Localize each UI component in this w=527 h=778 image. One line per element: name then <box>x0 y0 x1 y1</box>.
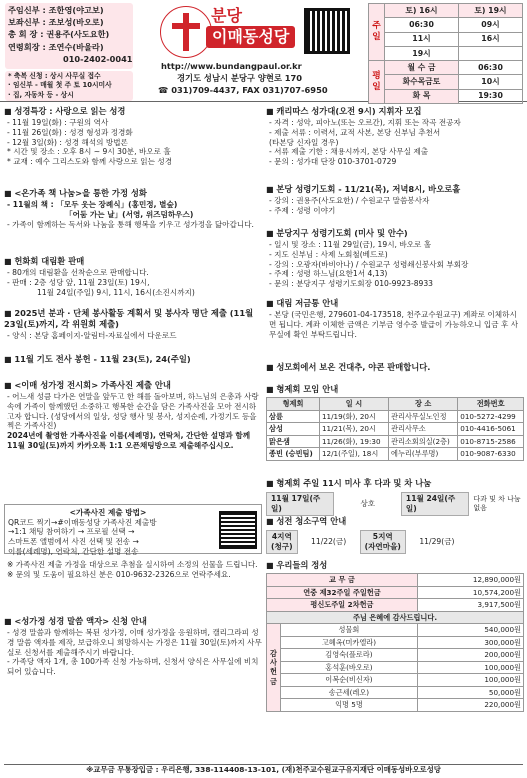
line: - 지도 신부님 : 사제 노회철(베드로) <box>269 249 388 259</box>
line: - 가족당 액자 1개, 총 100가족 신청 가능하며, 신청서 양식은 사무실에 비치되어 있습니다. <box>7 657 259 677</box>
photo-submit-box <box>4 504 262 554</box>
advent-wreath-sale <box>4 256 262 297</box>
section-heading: ■ 본당 성령기도회 - 11/21(목), 저녁8시, 바오로홀 <box>266 184 524 195</box>
section-heading: ■ 대림 저금통 안내 <box>266 298 524 309</box>
clean-date: 11/29(금) <box>419 537 455 547</box>
blessing-note <box>5 71 133 101</box>
church-title: 이매동성당 <box>206 26 295 48</box>
area: 4지역 <box>271 532 292 542</box>
mass-side: 주일 <box>369 4 385 61</box>
district-prayer <box>266 228 524 289</box>
line: - 판매 : 2층 성당 앞, 11월 23일(토) 19시, <box>7 277 150 287</box>
section-heading: ■ <성가정 성경 말씀 액자> 신청 안내 <box>4 616 262 627</box>
table-row: 삼성 11/21(목), 20시 관리사무소 010-4416-5061 <box>267 423 524 436</box>
mass-cell: 19시 <box>385 46 459 60</box>
section-heading: ■ 헌화회 대림환 판매 <box>4 256 262 267</box>
table-row: 교 무 금 12,890,000원 <box>267 574 524 587</box>
website-link[interactable]: http://www.bundangpaul.or.kr <box>161 61 302 71</box>
line: - 어느새 성큼 다가온 연말을 앞두고 한 해를 돌아보며, 하느님의 은총과 사랑 속에 가족이 함께했던 소중하고 행복한 순간을 담은 가족사진을 모아 전시하고자 합니다. (성당에서의 일상, 성당 행사 및 봉사, 성지순례, 가정기도 등을 찍은 가족사진) <box>7 392 259 431</box>
line: * 교재 : 예수 그리스도와 함께 사랑으로 읽는 성경 <box>7 157 173 167</box>
table-row: 평신도주일 2차헌금 3,917,500원 <box>267 599 524 612</box>
host: 다과 및 차 나눔없음 <box>473 495 521 512</box>
line: QR코드 찍기→#이매동성당 가족사진 제출방 <box>8 517 157 527</box>
col-header: 형제회 <box>267 398 320 411</box>
line: - 주제 : 성령 이야기 <box>269 205 336 215</box>
mass-cell: 16시 <box>458 32 522 46</box>
cleaning-area <box>266 516 524 554</box>
family-photo-exhibit <box>4 380 262 451</box>
photo-notes <box>4 560 262 579</box>
table-row: 삼륜 11/19(화), 20시 관리사무실노인정 010-5272-4299 <box>267 410 524 423</box>
line: - 11월의 책 : 「모두 웃는 장례식」(홍민정, 별숲) <box>7 200 178 210</box>
col-header: 장 소 <box>389 398 458 411</box>
section-heading: ■ 11월 기도 전사 봉헌 - 11월 23(토), 24(주일) <box>4 354 262 365</box>
line: - 문의 : 분당지구 성령기도회장 010-9923-8933 <box>269 279 434 289</box>
table-row: 감사헌금 성물회 540,000원 <box>267 624 524 637</box>
address: 경기도 성남시 분당구 양현로 170 <box>177 73 303 83</box>
offerings <box>266 560 524 712</box>
phone: ☎ 031)709-4437, FAX 031)707-6950 <box>158 85 328 95</box>
section-heading: ■ 성전 청소구역 안내 <box>266 516 524 527</box>
table-row: 연중 제32주일 주일헌금 10,574,200원 <box>267 586 524 599</box>
mass-cell: 06:30 <box>458 61 522 75</box>
qr-code-icon[interactable] <box>304 8 350 54</box>
line: - 11월 19일(화) : 구원의 역사 <box>7 118 109 128</box>
host: 상호 <box>360 499 376 509</box>
clean-date: 11/22(금) <box>311 537 347 547</box>
box-heading: <가족사진 제출 방법> <box>69 508 147 517</box>
line: - 주제 : 성령 하느님(요한1서 4,13) <box>269 269 388 279</box>
table-row: 송근세(레오) 50,000원 <box>267 686 524 699</box>
mass-cell: 월 수 금 <box>385 61 459 75</box>
parish-prayer <box>266 184 524 216</box>
line: * 시간 및 장소 : 오후 8시 ~ 9시 30분, 바오로 홀 <box>7 147 171 157</box>
staff-row: 총 회 장 : 권용주(사도요한) <box>8 29 110 40</box>
section-heading: ■ <온가족 책 나눔>을 통한 가정 성화 <box>4 188 262 199</box>
footer-bank-info: ※교무금 무통장입금 : 우리은행, 338-114408-13-101, (재)천주교수원교구유지재단 이매동성바오로성당 <box>4 764 523 776</box>
section-heading: ■ 형제회 주일 11시 미사 후 다과 및 차 나눔 <box>266 478 524 489</box>
mass-cell: 11시 <box>385 32 459 46</box>
line: 「어둠 가는 날」(서영, 위즈덤하우스) <box>65 209 194 219</box>
table-row: 고혜옥(미카엘라) 300,000원 <box>267 636 524 649</box>
advent-bank <box>266 298 524 339</box>
area-sub: (청구) <box>271 541 293 551</box>
date-pill: 11월 17일(주일) <box>266 492 334 515</box>
header <box>0 0 527 102</box>
mass-cell: 화수목금토 <box>385 75 459 89</box>
staff-row: 보좌신부 : 조보성(바오로) <box>8 17 104 28</box>
staff-row: 주임신부 : 조한영(야고보) <box>8 5 104 15</box>
line: - 양식 : 본당 홈페이지-알림터-자료실에서 다운로드 <box>7 330 177 340</box>
staff-row: 연령회장 : 조연수(바울라) <box>8 41 104 52</box>
prayer-offering <box>4 354 262 366</box>
section-heading: ■ 형제회 모임 안내 <box>266 384 524 395</box>
section-heading: ■ <이매 성가정 전시회> 가족사진 제출 안내 <box>4 380 262 391</box>
line: - 문의 : 성가대 단장 010-3701-0729 <box>269 157 397 167</box>
mass-cell: 06:30 <box>385 18 459 32</box>
line: 2024년에 촬영한 가족사진을 이름(세례명), 연락처, 간단한 설명과 함께 11월 30일(토)까지 카카오톡 1:1 오픈채팅방으로 제출해주십시오. <box>7 431 251 450</box>
title-top: 분당 <box>211 6 242 25</box>
mass-cell: 09시 <box>458 18 522 32</box>
mass-side: 평일 <box>369 61 385 104</box>
line: - 성경 말씀과 함께하는 복된 성가정, 이매 성가정을 응원하며, 캘리그라피 성경 말씀 액자를 제작, 보급하오니 희망하시는 가정은 11월 30일(토)까지 사무실로 신청서를 제출해주시기 바랍니다. <box>7 628 262 657</box>
bible-lecture <box>4 106 262 167</box>
table-row: 홍석훈(바오로) 100,000원 <box>267 661 524 674</box>
section-heading: ■ 성모회에서 보온 건대추, 야콘 판매합니다. <box>266 362 524 373</box>
plan-submission <box>4 308 262 341</box>
mass-schedule <box>368 3 523 104</box>
line: 스마트폰 앨범에서 사진 선택 및 전송 → <box>8 537 139 547</box>
line: ※ 문의 및 도움이 필요하신 분은 010-9632-2326으로 연락주세요. <box>7 569 231 579</box>
section-heading: ■ 2025년 분과 · 단체 봉사활동 계획서 및 봉사자 명단 제출 (11월 23일(토)까지, 각 위원회 제출) <box>4 308 262 330</box>
line: →1:1 채팅 참여하기 → 프로필 선택 → <box>8 527 135 537</box>
staff-box <box>5 3 133 69</box>
mass-cell: 토) 19시 <box>458 4 522 18</box>
date-pill: 11월 24일(주일) <box>401 492 469 515</box>
jujube-sale <box>266 362 524 374</box>
mass-cell: 10시 <box>458 75 522 89</box>
section-heading: ■ 캐리따스 성가대(오전 9시) 지휘자 모집 <box>266 106 524 117</box>
table-row: 주님 은혜에 감사드립니다. <box>267 611 524 624</box>
choir-recruit <box>266 106 524 167</box>
mass-cell: 19:30 <box>458 89 522 103</box>
area-sub: (자연마을) <box>364 541 401 551</box>
line: - 일시 및 장소 : 11월 29일(금), 19시, 바오로 홀 <box>269 240 432 250</box>
section-heading: ■ 성경특강 : 사랑으로 읽는 성경 <box>4 106 262 117</box>
staff-phone: 010-2402-0041 <box>63 53 133 64</box>
church-logo <box>160 6 212 58</box>
line: ※ 가족사진 제출 가정을 대상으로 추첨을 실시하여 소정의 선물을 드립니다. <box>7 560 258 569</box>
line: - 80개의 대림환을 선착순으로 판매합니다. <box>7 268 149 278</box>
offering-table <box>266 573 524 712</box>
line: - 본당 (국민은행, 279601-04-173518, 천주교수원교구) 계좌로 이체하시면 됩니다. 계좌 이체한 금액은 기부금 영수증 발급이 가능하오니 입금 후 사무실에 확인 부탁드립니다. <box>269 310 519 339</box>
table-row: 이복순(비신자) 100,000원 <box>267 674 524 687</box>
line: 이름(세례명), 연락처, 간단한 설명 전송 <box>8 546 139 556</box>
book-sharing <box>4 188 262 229</box>
line: - 제출 서류 : 이력서, 교적 사본, 본당 신부님 추천서 <box>269 127 441 137</box>
line: - 서류 제출 기한 : 채용시까지, 본당 사무실 제출 <box>269 147 429 157</box>
line: - 가족이 함께하는 독서와 나눔을 통해 행복을 키우고 성가정을 닮아갑니다. <box>7 219 254 229</box>
table-row: 김영숙(플로라) 200,000원 <box>267 649 524 662</box>
qr-code-icon[interactable] <box>219 511 257 549</box>
table-row: 종빈 (승빈팀) 12/1(주일), 18시 에누리(부루명) 010-9087-6330 <box>267 448 524 461</box>
line: - 강의 : 오광자(바비아나) / 수원교구 성령쇄신봉사회 부회장 <box>269 259 469 269</box>
meeting-table <box>266 397 524 461</box>
note-line: · 임신부 - 매월 첫 주 토 10시미사 <box>8 81 112 90</box>
cross-icon <box>172 13 200 51</box>
mass-cell: 토) 16시 <box>385 4 459 18</box>
brotherhood-meetings <box>266 384 524 461</box>
bible-frame <box>4 616 262 677</box>
table-row: 익명 5명 220,000원 <box>267 699 524 712</box>
col-header: 일 시 <box>319 398 388 411</box>
section-heading: ■ 분당지구 성령기도회 (미사 및 안수) <box>266 228 524 239</box>
line: - 자격 : 성악, 피아노(또는 오르간), 지휘 또는 작곡 전공자 <box>269 118 461 128</box>
table-row: 맑은샘 11/26(화), 19:30 관리소회의실(2층) 010-8715-2586 <box>267 435 524 448</box>
note-line: · 집, 자동차 등 - 상시 <box>8 90 74 99</box>
col-header: 전화번호 <box>458 398 524 411</box>
section-heading: ■ 우리들의 정성 <box>266 560 524 571</box>
line: - 강의 : 권용주(사도요한) / 수원교구 말씀봉사자 <box>269 196 430 206</box>
line: 11월 24일(주일) 9시, 11시, 16시(소진시까지) <box>37 287 195 297</box>
line: (타본당 신자일 경우) <box>269 137 339 147</box>
line: - 11월 26일(화) : 성경 형성과 정경화 <box>7 127 133 137</box>
mass-cell: 화 목 <box>385 89 459 103</box>
note-line: * 축복 신청 : 상시 사무실 접수 <box>8 72 101 80</box>
line: - 12월 3일(화) : 성경 해석의 방법론 <box>7 137 128 147</box>
tea-sharing <box>266 478 524 516</box>
area: 5지역 <box>372 532 393 542</box>
mass-cell <box>458 46 522 60</box>
